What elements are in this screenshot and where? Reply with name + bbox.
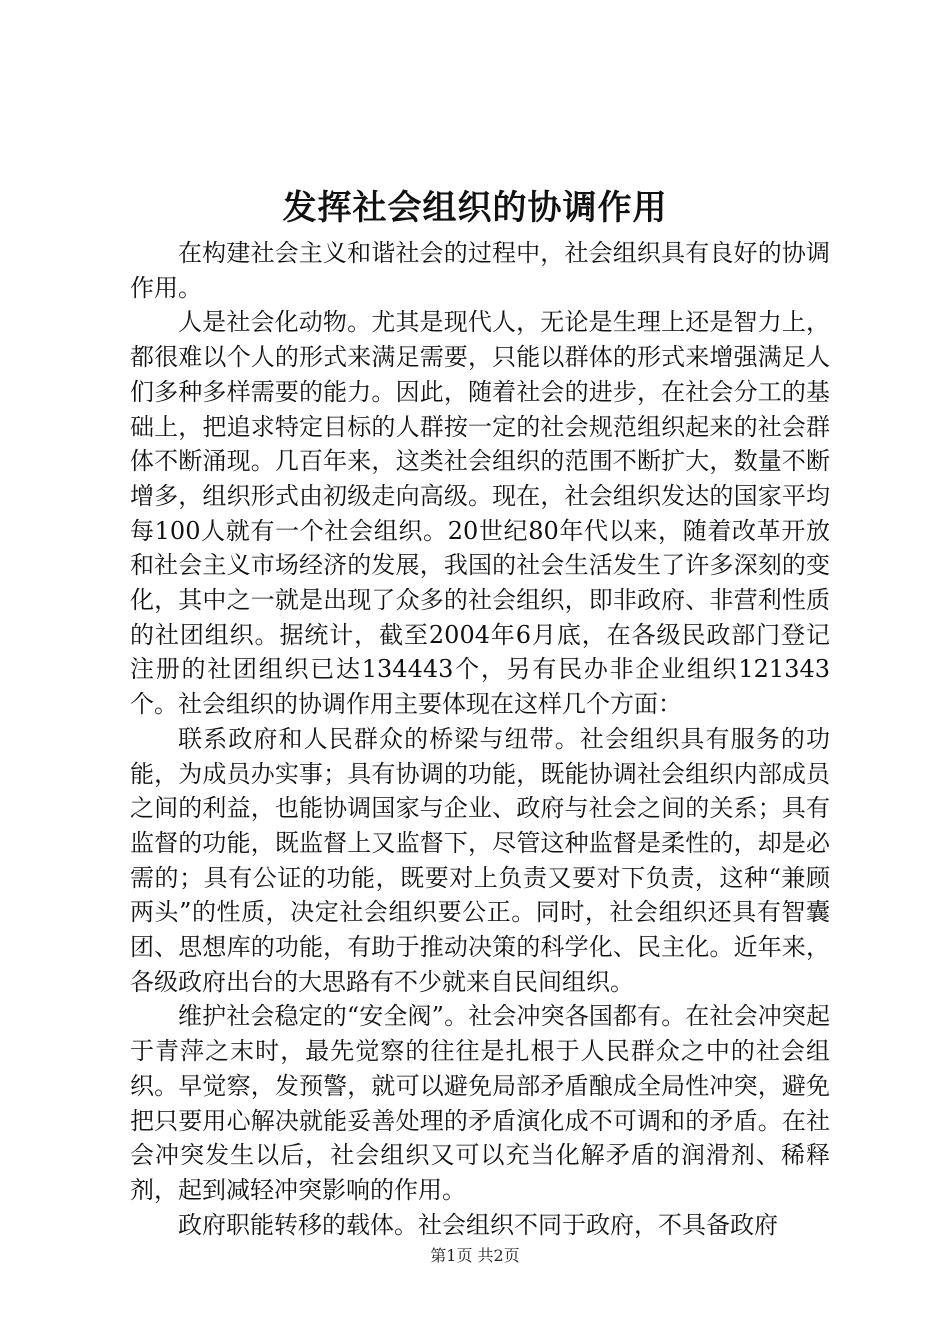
paragraph-bridge-role: 联系政府和人民群众的桥梁与纽带。社会组织具有服务的功能，为成员办实事；具有协调的功能，既能协调社会组织内部成员之间的利益，也能协调国家与企业、政府与社会之间的关系；具有监督的功能，既监督上又监督下，尽管这种监督是柔性的，却是必需的；具有公证的功能，既要对上负责又要对下负责，这种“兼顾两头”的性质，决定社会组织要公正。同时，社会组织还具有智囊团、思想库的功能，有助于推动决策的科学化、民主化。近年来，各级政府出台的大思路有不少就来自民间组织。	[130, 724, 830, 996]
paragraph-safety-valve: 维护社会稳定的“安全阀”。社会冲突各国都有。在社会冲突起于青萍之末时，最先觉察的往往是扎根于人民群众之中的社会组织。早觉察，发预警，就可以避免局部矛盾酿成全局性冲突，避免把只要用心解决就能妥善处理的矛盾演化成不可调和的矛盾。在社会冲突发生以后，社会组织又可以充当化解矛盾的润滑剂、稀释剂，起到减轻冲突影响的作用。	[130, 1002, 830, 1204]
paragraph-intro: 在构建社会主义和谐社会的过程中，社会组织具有良好的协调作用。	[130, 239, 830, 302]
document-body	[130, 236, 830, 1242]
paragraph-government-function: 政府职能转移的载体。社会组织不同于政府，不具备政府	[178, 1210, 778, 1239]
document-title: 发挥社会组织的协调作用	[282, 188, 668, 228]
paragraph-social-organizations: 人是社会化动物。尤其是现代人，无论是生理上还是智力上，都很难以个人的形式来满足需要，只能以群体的形式来增强满足人们多种多样需要的能力。因此，随着社会的进步，在社会分工的基础上，把追求特定目标的人群按一定的社会规范组织起来的社会群体不断涌现。几百年来，这类社会组织的范围不断扩大，数量不断增多，组织形式由初级走向高级。现在，社会组织发达的国家平均每100人就有一个社会组织。20世纪80年代以来，随着改革开放和社会主义市场经济的发展，我国的社会生活发生了许多深刻的变化，其中之一就是出现了众多的社会组织，即非政府、非营利性质的社团组织。据统计，截至2004年6月底，在各级民政部门登记注册的社团组织已达134443个，另有民办非企业组织121343个。社会组织的协调作用主要体现在这样几个方面：	[130, 308, 830, 719]
page-footer: 第1页 共2页	[430, 1246, 520, 1265]
